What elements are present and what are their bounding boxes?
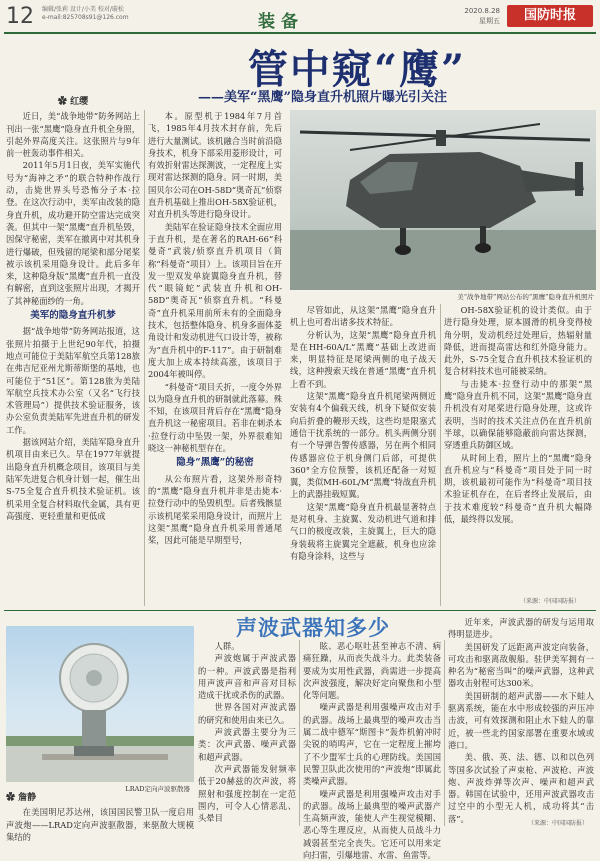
- paragraph: 这架“黑鹰”隐身直升机最显著特点是对机身、主旋翼、发动机进气道和排气口的极度改装，主旋翼上，巨大的隐身装载将主旋翼完全遮蔽，机身也应涂有隐身涂料，这些与: [290, 501, 436, 561]
- paragraph: 这架“黑鹰”隐身直升机尾梁两侧近安装有4个偏载天线，机身下疑似安装向后折叠的鞭形天线，这些均是限塞式通信干扰系统的一部分。机头两侧分别有一个导弹告警传感器，另在两个相同传感器应位于机身侧门后部，可提供360°全方位预警，该机还配备一对短翼，类似MH-60L/M“黑鹰”特战直升机上的武器挂载短翼。: [290, 391, 436, 500]
- paragraph: 本。原型机于1984年7月首飞，1985年4月技术封存前，先后进行大量测试。该机融合当时前沿隐身技术，机身下部采用菱形设计，可有效折射雷达探测波，一定程度上实现对雷达探测的隐身。同一时期，美国贝尔公司在OH-58D“奥奇瓦”侦察直升机基础上推出OH-58X验证机，对直升机头等进行隐身设计。: [148, 111, 282, 220]
- paragraph: 尽管如此，从这架“黑鹰”隐身直升机上也可看出诸多技术特征。: [290, 305, 436, 328]
- paragraph: 与击毙本·拉登行动中的那架“黑鹰”隐身直升机不同，这架“黑鹰”隐身直升机没有对尾桨进行隐身处理，这或许表明，当时的技术关注点仍在直升机前半球，以确保能够隐蔽前向雷达探测，穿透重兵防御区域。: [444, 378, 592, 451]
- editor-info: [42, 6, 172, 22]
- top-rule: [4, 32, 596, 34]
- paragraph: 美国研制的超声武器——水下蛙人驱离系统，能在水中形成较强的声压冲击波，可有效探测和阻止水下蛙人的靠近，被一些北约国家部署在重要水域或港口。: [448, 690, 594, 750]
- paragraph: 分析认为，这架“黑鹰”隐身直升机是在HH-60A/L“黑鹰”基础上改进而来，明显特征是尾梁两侧的电子战天线，这种搜索天线在普通“黑鹰”直升机上看不到。: [290, 329, 436, 389]
- article2-column-1: [6, 792, 194, 842]
- article1-subhead-2: 隐身“黑鹰”的秘密: [176, 457, 254, 469]
- article2-source: （来源：中国国防报）: [528, 820, 589, 827]
- helicopter-illustration: [290, 110, 596, 290]
- page-number: 12: [6, 4, 34, 29]
- paragraph: 美国研发了远距离声波定向装备，可攻击和驱离敌舰船。驻伊美军拥有一种名为“秘密当叫”的噪声武器，这种武器攻击射程可达300米。: [448, 641, 594, 689]
- article1-subtitle: ——美军“黑鹰”隐身直升机照片曝光引关注: [198, 90, 447, 105]
- paragraph: 次声武器能发射频率低于20赫兹的次声波，将照射和强度控制在一定范围内，可令人心情恶乱、头晕目: [198, 763, 296, 824]
- article2-column-3: [303, 640, 441, 861]
- dateline: [454, 6, 500, 26]
- article1-byline: ✿ 红缨: [57, 97, 89, 107]
- paragraph: 噪声武器是利用强噪声攻击对手的武器。战场上最典型的噪声攻击当属二战中德军“斯图卡”轰炸机俯冲时尖锐的哨鸣声，它在一定程度上摧垮了不少盟军士兵的心理防线。美国国民警卫队此次使用的“声波炮”即属此类噪声武器。: [303, 702, 441, 787]
- article1-column-3: [290, 304, 436, 606]
- editor-line: 编辑/张莉 设计/小美 校对/璇松: [42, 6, 124, 13]
- article1-title: 管中窥“鹰”: [248, 46, 467, 93]
- article1-author: 红缨: [70, 97, 89, 107]
- column-divider: [299, 640, 300, 826]
- paragraph: 从时间上看，照片上的“黑鹰”隐身直升机应与“科曼奇”项目处于同一时期，该机最初可能作为“科曼奇”项目技术验证机存在，在后者终止发展后，由于技术难度较“科曼奇”直升机大幅降低，最终得以发展。: [444, 452, 592, 525]
- paragraph: 噪声武器是利用强噪声攻击对手的武器。战场上最典型的噪声武器产生高频声波，能使人产生视觉模糊、恶心等生理反应，从而使人员战斗力减弱甚至完全丧失。它还可以用来定向扫雷，引爆地雷、水雷、鱼雷等。: [303, 788, 441, 861]
- paragraph: 声波武器主要分为三类：次声武器、噪声武器和超声武器。: [198, 727, 296, 762]
- paragraph: 人群。: [214, 641, 240, 651]
- paragraph: 2011年5月1日夜，美军实施代号为“海神之矛”的联合特种作战行动，击毙世界头号恐怖分子本·拉登。在这次行动中，美军由改装的隐身直升机，成功避开防空雷达完成突袭。但其中一架“黑鹰”直升机坠毁，因保守秘密，美军在撤离中对其机身进行爆破，但残留的尾梁和部分尾桨被示该机采用隐身设计。此后多年来，这种隐身版“黑鹰”直升机一直没有解密，直到这张照片出现，才揭开了其神秘面纱的一角。: [6, 160, 140, 306]
- stealth-blackhawk-photo: [290, 110, 596, 290]
- paragraph: 美陆军在验证隐身技术全面应用于直升机，是在著名的RAH-66“科曼奇”武装/侦察直升机项目（简称“科曼奇”项目）上。该项目旨在开发一型双发单旋翼隐身直升机，替代“眼镜蛇”武装直升机和OH-58D“奥奇瓦”侦察直升机。“科曼奇”直升机采用前所未有的全面隐身技术，包括整体隐身、机身多面体菱角设计和发动机进气口设计等，被称为“直升机中的F-117”。由于研制难度大加上成本持续高涨，该项目于2004年被叫停。: [148, 221, 282, 380]
- column-divider: [444, 640, 445, 826]
- paragraph: 近年来，声波武器的研发与运用取得明显进步。: [448, 617, 594, 640]
- article1-column-2: [148, 110, 282, 606]
- article2-byline: ✿ 詹静: [6, 793, 37, 803]
- paragraph: 声波炮属于声波武器的一种。声波武器是指利用声波声音和声音对目标造成干扰或杀伤的武器。: [198, 653, 296, 701]
- article1-source: （来源：中国国防报）: [520, 598, 581, 605]
- paragraph: 眩、恶心呕吐甚至神志不清、病痛狂躁，从而丧失战斗力。此类装备要成为实用性武器，尚需进一步提高次声波强度，解决好定向聚焦和小型化等问题。: [303, 641, 441, 701]
- section-divider: [4, 610, 596, 611]
- column-divider: [440, 304, 441, 606]
- section-title: 装备: [258, 12, 304, 32]
- paragraph: 美、俄、英、法、德、以和以色列等国多次试验了声束枪、声波枪、声波炮、声波炸弹等次声、噪声和超声武器。韩国在试验中，还用声波武器攻击过空中的小型无人机，成功将其“击落”。: [448, 752, 594, 824]
- paragraph: 从公布照片看，这架外形奇特的“黑鹰”隐身直升机并非是击毙本·拉登行动中的坠毁机型。后者残骸显示该机尾桨采用隐身设计，而照片上这架“黑鹰”隐身直升机采用普通尾桨，因此可能是早期型号，: [148, 473, 282, 546]
- paragraph: OH-58X验证机的设计类似。由于进行隐身处理，原本圆滑的机身变得棱角分明，发动机经过处理后，热辐射量降低，进而提高雷达和红外隐身能力。此外，S-75全复合直升机技术验证机的复合材料技术也可能被采纳。: [444, 305, 592, 377]
- issue-weekday: 星期五: [479, 17, 500, 25]
- paragraph: 在美国明尼苏达州，该国国民警卫队一度启用声波炮——LRAD定向声波驱散器，来驱散大规模集结的: [6, 807, 194, 842]
- masthead: [0, 0, 600, 34]
- article2-author: 詹静: [18, 793, 37, 803]
- email-line: e-mail:825708s91@126.com: [42, 14, 129, 21]
- article1-column-1: [6, 96, 140, 606]
- paragraph: “科曼奇”项目夭折，一度令外界以为隐身直升机的研制就此落幕。殊不知，在该项目背后存在“黑鹰”隐身直升机这一秘密项目。若非在刺杀本·拉登行动中坠毁一架，外界很难知晓这一神秘机型存在。: [148, 381, 282, 454]
- photo2-caption: LRAD定向声波驱散器: [125, 785, 190, 793]
- lrad-illustration: [6, 626, 194, 782]
- paragraph: 据该网站介绍，美陆军隐身直升机项目由来已久。早在1977年就提出隐身直升机概念项目，该项目与美陆军先进复合机身计划一起，催生出S-75全复合直升机技术验证机。该机采用全复合材料取代金属，具有更高强度、更轻重量和更低成: [6, 437, 140, 521]
- issue-date: 2020.8.28: [464, 7, 500, 15]
- paragraph: 据“战争地带”防务网站报道，这张照片拍摄于上世纪90年代，拍摄地点可能位于美陆军航空兵第128旅在弗吉尼亚州尤斯蒂斯堡的基地，也可能位于“51区”。第128旅为美陆军航空兵技术办公室（又名“飞行技术管理局”）提供技术验证服务，该办公室负责美陆军先进直升机的研发工作。: [6, 326, 140, 435]
- paragraph: 世界各国对声波武器的研究和使用由来已久。: [198, 702, 296, 725]
- article1-subhead-1: 美军的隐身直升机梦: [30, 310, 116, 322]
- article2-title: 声波武器知多少: [236, 615, 390, 640]
- lrad-device-photo: [6, 626, 194, 782]
- column-divider: [144, 110, 145, 606]
- article1-column-4: [444, 304, 592, 594]
- paragraph: 近日，美“战争地带”防务网站上刊出一张“黑鹰”隐身直升机全身照，引起外界高度关注。这张照片与9年前一桩轰动事件相关。: [6, 111, 140, 159]
- article2-column-2: [198, 640, 296, 826]
- photo1-caption: 美“战争地带”网站公布的“黑鹰”隐身直升机照片: [457, 293, 594, 301]
- paper-logo: 国防时报: [507, 5, 593, 27]
